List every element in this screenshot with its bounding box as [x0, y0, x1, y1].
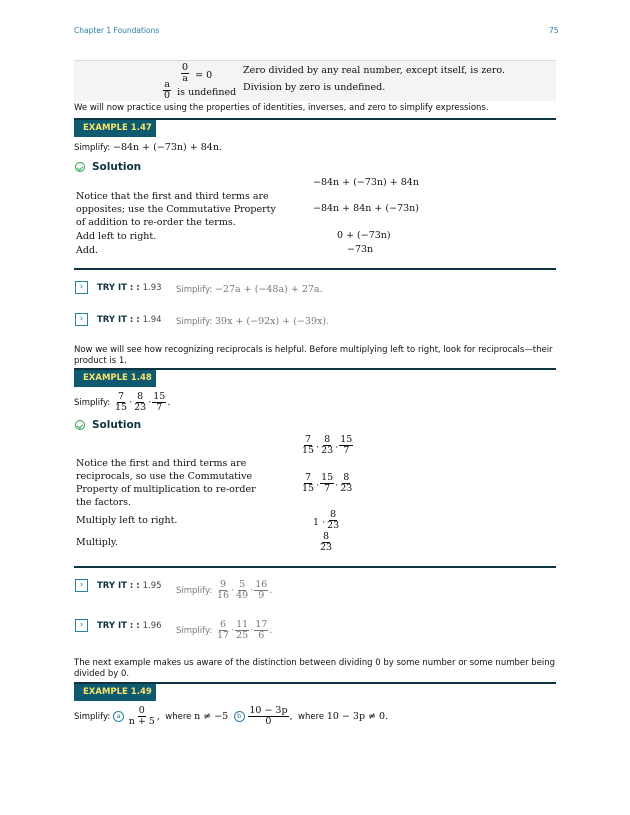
try-it-problem: Simplify: $\frac{9}{16}$ · $\frac{5}{49}$ · $\frac{16}{9}$ .: [176, 579, 273, 601]
try-it-expand-button[interactable]: ›: [75, 579, 88, 592]
step-text: Multiply.: [76, 537, 118, 548]
step-text: Add.: [76, 245, 99, 256]
step-text: Multiply left to right.: [76, 515, 178, 526]
step-math: $\frac{7}{15}$ · $\frac{15}{7}$ · $\frac{8}{23}$: [302, 472, 353, 494]
example-end-rule: [74, 268, 556, 270]
step-math: −73n: [347, 244, 374, 255]
solution-check-icon: [75, 420, 85, 430]
step-text: Notice that the first and third terms are opposites; use the Commutative Property of addition to re-order the terms.: [76, 191, 276, 228]
expression-start: −84n + (−73n) + 84n: [313, 177, 419, 188]
zero-table-row2-math: $\frac{a}{0}$ is undefined: [164, 79, 237, 101]
step-math: $\frac{8}{23}$: [320, 531, 333, 553]
step-math: 0 + (−73n): [337, 230, 391, 241]
step-math: −84n + 84n + (−73n): [313, 203, 419, 214]
example-label: EXAMPLE 1.47: [74, 120, 156, 137]
try-it-label: TRY IT : : 1.94: [97, 315, 162, 325]
chapter-header: Chapter 1 Foundations: [74, 26, 160, 35]
try-it-problem: Simplify: 39x + (−92x) + (−39x).: [176, 316, 330, 327]
try-it-problem: Simplify: $\frac{6}{17}$ · $\frac{11}{25}$ · $\frac{17}{6}$ .: [176, 619, 273, 641]
expression-start: $\frac{7}{15}$ · $\frac{8}{23}$ · $\frac{15}{7}$: [302, 434, 353, 456]
try-it-expand-button[interactable]: ›: [75, 313, 88, 326]
intro-paragraph-2: Now we will see how recognizing reciprocals is helpful. Before multiplying left to right, look for reciprocals—their product is 1.: [74, 345, 553, 366]
intro-paragraph-3: The next example makes us aware of the distinction between dividing 0 by some number or some number being divided by 0.: [74, 658, 556, 679]
solution-heading: Solution: [92, 161, 142, 173]
example-problem: Simplify: $\frac{7}{15}$ · $\frac{8}{23}$ · $\frac{15}{7}$ .: [74, 391, 171, 413]
step-text: Notice the first and third terms are reciprocals, so use the Commutative Property of multiplication to re-order the factors.: [76, 458, 256, 508]
example-label: EXAMPLE 1.48: [74, 370, 156, 387]
part-b-marker: b: [234, 711, 245, 722]
example-problem: Simplify: a $\frac{0}{n + 5}$ , where n ≠ −5 b $\frac{10 - 3p}{0}$ , where 10 − 3p ≠ 0.: [74, 705, 389, 727]
step-math: 1 · $\frac{8}{23}$: [313, 509, 340, 531]
step-text: Add left to right.: [76, 231, 157, 242]
try-it-expand-button[interactable]: ›: [75, 619, 88, 632]
solution-heading: Solution: [92, 419, 142, 431]
try-it-problem: Simplify: −27a + (−48a) + 27a.: [176, 284, 323, 295]
intro-paragraph-1: We will now practice using the properties of identities, inverses, and zero to simplify expressions.: [74, 103, 489, 113]
try-it-label: TRY IT : : 1.96: [97, 621, 162, 631]
try-it-label: TRY IT : : 1.95: [97, 581, 162, 591]
example-problem: Simplify: −84n + (−73n) + 84n.: [74, 142, 222, 153]
part-a-marker: a: [113, 711, 124, 722]
example-end-rule: [74, 566, 556, 568]
example-label: EXAMPLE 1.49: [74, 684, 156, 701]
page-number: 75: [549, 26, 559, 35]
solution-check-icon: [75, 162, 85, 172]
try-it-expand-button[interactable]: ›: [75, 281, 88, 294]
zero-table-row2-text: Division by zero is undefined.: [243, 82, 386, 93]
zero-table-row1-math: $\frac{0}{a}$ = 0: [182, 62, 213, 84]
zero-table-row1-text: Zero divided by any real number, except itself, is zero.: [243, 65, 505, 76]
try-it-label: TRY IT : : 1.93: [97, 283, 162, 293]
